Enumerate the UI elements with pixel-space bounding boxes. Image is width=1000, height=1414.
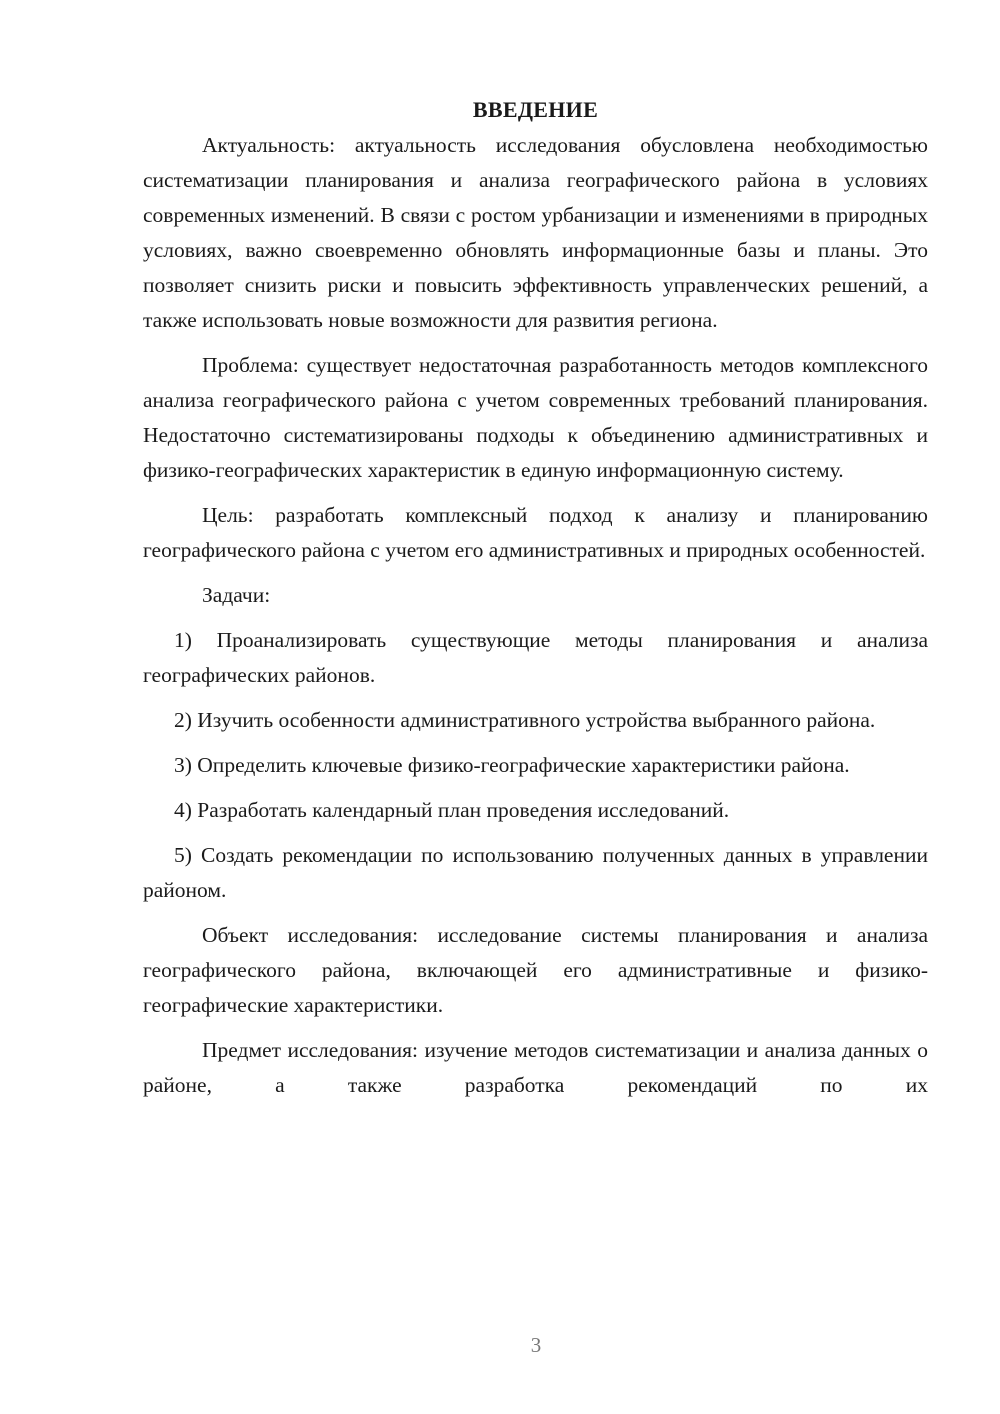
task-item-2: 2) Изучить особенности административного устройства выбранного района. <box>174 708 876 732</box>
task-item-3: 3) Определить ключевые физико-географические характеристики района. <box>174 753 850 777</box>
paragraph-problem: Проблема: существует недостаточная разработанность методов комплексного анализа географического района с учетом современных требований планирования. Недостаточно систематизированы подходы к объединению административных и физико-географических характеристик в единую информационную систему. <box>143 353 928 482</box>
page-number: 3 <box>530 1333 542 1357</box>
paragraph-goal: Цель: разработать комплексный подход к анализу и планированию географического района с учетом его административных и природных особенностей. <box>143 503 928 562</box>
task-item-5: 5) Создать рекомендации по использованию полученных данных в управлении районом. <box>143 843 928 902</box>
paragraph-relevance: Актуальность: актуальность исследования обусловлена необходимостью систематизации планирования и анализа географического района в условиях современных изменений. В связи с ростом урбанизации и изменениями в природных условиях, важно своевременно обновлять информационные базы и планы. Это позволяет снизить риски и повысить эффективность управленческих решений, а также использовать новые возможности для развития региона. <box>143 133 928 332</box>
page-content <box>143 92 928 1103</box>
task-item-4: 4) Разработать календарный план проведения исследований. <box>174 798 730 822</box>
task-item-1: 1) Проанализировать существующие методы планирования и анализа географических районов. <box>143 628 928 687</box>
section-heading: ВВЕДЕНИЕ <box>472 97 599 122</box>
tasks-label: Задачи: <box>202 583 271 607</box>
paragraph-object: Объект исследования: исследование системы планирования и анализа географического района, включающей его административные и физико-географические характеристики. <box>143 923 928 1017</box>
paragraph-subject: Предмет исследования: изучение методов систематизации и анализа данных о районе, а также разработка рекомендаций по их <box>143 1038 928 1097</box>
